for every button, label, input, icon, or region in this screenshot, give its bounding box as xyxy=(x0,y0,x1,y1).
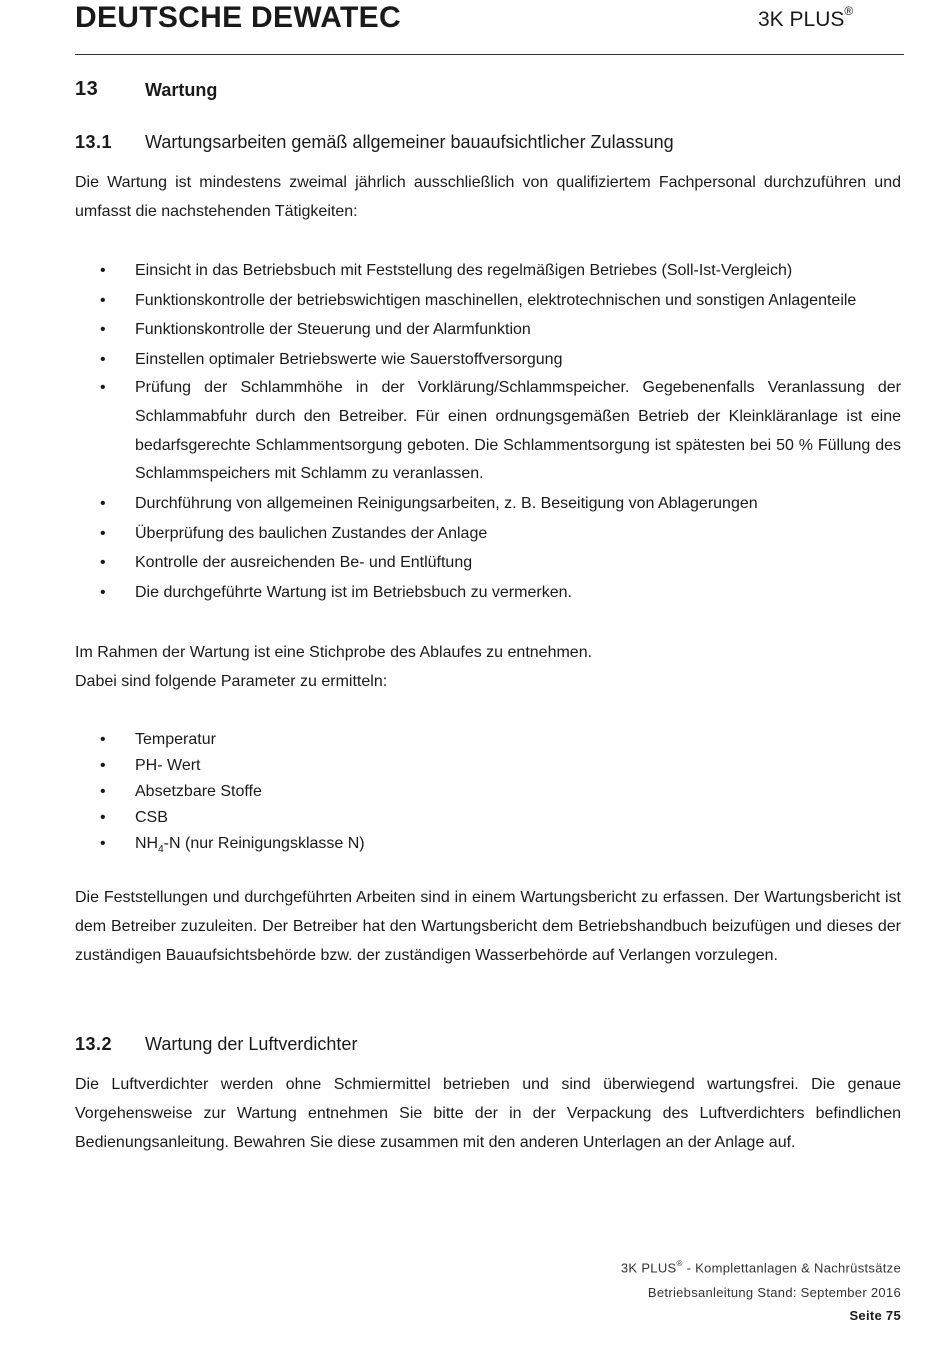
task-list-item xyxy=(100,578,901,608)
compressor-paragraph: Die Luftverdichter werden ohne Schmiermittel betrieben und sind überwiegend wartungsfrei. Die genaue Vorgehensweise zur Wartung entnehmen Sie bitte der in der Verpackung des Luftverdichters befindlichen Bedienungsanleitung. Bewahren Sie diese zusammen mit den anderen Unterlagen an der Anlage auf. xyxy=(75,1076,901,1151)
product-name-text: 3K PLUS xyxy=(758,8,845,31)
task-list-item xyxy=(100,374,901,489)
task-text: Prüfung der Schlammhöhe in der Vorklärung/Schlammspeicher. Gegebenenfalls Veranlassung der Schlammabfuhr durch den Betreiber. Für einen ordnungsgemäßen Betrieb der Kleinkläranlage ist eine bedarfsgerechte Schlammentsorgung geboten. Die Schlammentsorgung ist spätesten bei 50 % Füllung des Schlammspeichers mit Schlamm zu veranlassen. xyxy=(135,379,901,483)
bullet-icon: • xyxy=(100,379,106,396)
task-list-item xyxy=(100,489,901,519)
task-list-item xyxy=(100,519,901,549)
sample-line-1: Im Rahmen der Wartung ist eine Stichprobe des Ablaufes zu entnehmen. xyxy=(75,644,593,661)
sample-paragraph xyxy=(75,639,901,697)
header-divider xyxy=(75,54,904,55)
parameter-text: Absetzbare Stoffe xyxy=(135,783,262,800)
bullet-icon: • xyxy=(100,757,106,774)
closing-paragraph: Die Feststellungen und durchgeführten Arbeiten sind in einem Wartungsbericht zu erfassen. Der Wartungsbericht ist dem Betreiber zuzuleiten. Der Betreiber hat den Wartungsbericht dem Betriebshandbuch beizufügen und dieses der zuständigen Bauaufsichtsbehörde bzw. der zuständigen Wasserbehörde auf Verlangen vorzulegen. xyxy=(75,889,901,964)
task-text: Funktionskontrolle der betriebswichtigen maschinellen, elektrotechnischen und sonstigen Anlagenteile xyxy=(135,291,857,309)
bullet-icon: • xyxy=(100,262,106,279)
subsection-number-13-2: 13.2 xyxy=(75,1034,113,1054)
subsection-title-13-2: Wartung der Luftverdichter xyxy=(145,1034,358,1054)
bullet-icon: • xyxy=(100,350,106,368)
task-text: Die durchgeführte Wartung ist im Betriebsbuch zu vermerken. xyxy=(135,583,572,601)
task-text: Einsicht in das Betriebsbuch mit Feststellung des regelmäßigen Betriebes (Soll-Ist-Vergleich) xyxy=(135,262,793,279)
product-name xyxy=(758,4,854,32)
footer-product-suffix: - Komplettanlagen & Nachrüstsätze xyxy=(682,1260,901,1276)
parameter-list-item xyxy=(100,805,901,831)
task-text: Funktionskontrolle der Steuerung und der Alarmfunktion xyxy=(135,321,531,338)
bullet-icon: • xyxy=(100,321,106,338)
task-list-item xyxy=(100,548,901,578)
intro-paragraph: Die Wartung ist mindestens zweimal jährlich ausschließlich von qualifiziertem Fachpersonal durchzuführen und umfasst die nachstehenden Tätigkeiten: xyxy=(75,174,901,220)
section-title: Wartung xyxy=(145,80,218,100)
parameter-text: Temperatur xyxy=(135,731,216,748)
footer-registered-mark: ® xyxy=(676,1259,683,1268)
footer-product-line xyxy=(621,1260,901,1275)
subsection-title-13-1: Wartungsarbeiten gemäß allgemeiner bauaufsichtlicher Zulassung xyxy=(145,132,674,152)
parameter-text: CSB xyxy=(135,809,168,826)
parameter-list-item xyxy=(100,779,901,805)
bullet-icon: • xyxy=(100,554,106,572)
subsection-number-13-1: 13.1 xyxy=(75,132,113,152)
footer-edition: Betriebsanleitung Stand: September 2016 xyxy=(647,1285,901,1300)
maintenance-task-list xyxy=(100,256,901,607)
bullet-icon: • xyxy=(100,495,106,513)
task-text: Einstellen optimaler Betriebswerte wie Sauerstoffversorgung xyxy=(135,350,563,368)
company-logo-text: DEUTSCHE DEWATEC xyxy=(75,1,401,34)
bullet-icon: • xyxy=(100,524,106,542)
section-number: 13 xyxy=(75,78,99,100)
bullet-icon: • xyxy=(100,835,106,852)
task-list-item xyxy=(100,256,901,286)
parameter-list-item xyxy=(100,727,901,753)
nh4-prefix: NH xyxy=(135,835,159,852)
task-text: Überprüfung des baulichen Zustandes der Anlage xyxy=(135,524,488,542)
task-list-item xyxy=(100,345,901,375)
bullet-icon: • xyxy=(100,809,106,826)
nh4-subscript: 4 xyxy=(158,844,164,856)
footer-product: 3K PLUS xyxy=(620,1260,677,1276)
bullet-icon: • xyxy=(100,291,106,309)
parameter-list-item xyxy=(100,753,901,779)
sample-line-2: Dabei sind folgende Parameter zu ermitteln: xyxy=(75,672,388,690)
parameter-list xyxy=(100,727,901,863)
task-text: Kontrolle der ausreichenden Be- und Entlüftung xyxy=(135,554,473,572)
bullet-icon: • xyxy=(100,583,106,601)
page-number: Seite 75 xyxy=(849,1308,901,1323)
parameter-list-item-nh4 xyxy=(100,831,901,863)
task-text: Durchführung von allgemeinen Reinigungsarbeiten, z. B. Beseitigung von Ablagerungen xyxy=(135,495,758,513)
registered-mark: ® xyxy=(844,4,854,18)
task-list-item xyxy=(100,286,901,316)
bullet-icon: • xyxy=(100,783,106,800)
task-list-item xyxy=(100,315,901,345)
parameter-text: PH- Wert xyxy=(135,757,201,774)
bullet-icon: • xyxy=(100,731,106,748)
nh4-suffix: -N (nur Reinigungsklasse N) xyxy=(163,835,365,852)
